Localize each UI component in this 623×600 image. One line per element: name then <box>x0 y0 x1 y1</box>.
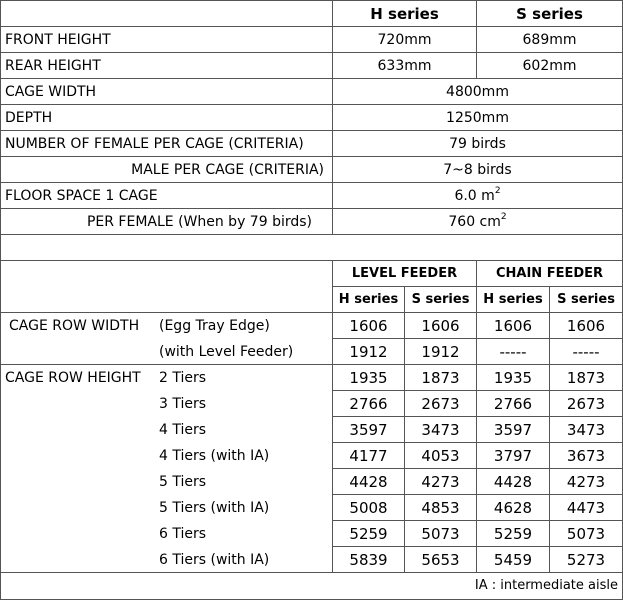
value-chain-h: 2766 <box>476 390 550 417</box>
row-height-sub-8: 6 Tiers <box>159 526 207 542</box>
value-level-h: 1912 <box>332 338 405 365</box>
chain-feeder-header: CHAIN FEEDER <box>476 260 623 287</box>
per-female-label: PER FEMALE (When by 79 birds) <box>0 208 333 235</box>
level-feeder-s-series: S series <box>404 286 477 313</box>
value-chain-h: 4628 <box>476 494 550 521</box>
spacer-row <box>0 234 623 261</box>
female-per-cage-value: 79 birds <box>332 130 623 157</box>
value-chain-h: 1606 <box>476 312 550 339</box>
value-chain-s: 3673 <box>549 442 623 469</box>
row-height-sub-2: 2 Tiers <box>159 370 207 386</box>
header-blank <box>0 0 333 27</box>
rear-height-h: 633mm <box>332 52 477 79</box>
floor-space-label: FLOOR SPACE 1 CAGE <box>0 182 333 209</box>
value-level-h: 5259 <box>332 520 405 547</box>
chain-feeder-s-series: S series <box>549 286 623 313</box>
value-chain-s: ----- <box>549 338 623 365</box>
row-height-sub-3: 3 Tiers <box>159 396 207 412</box>
value-level-s: 4853 <box>404 494 477 521</box>
depth-value: 1250mm <box>332 104 623 131</box>
header-s-series: S series <box>476 0 623 27</box>
value-chain-s: 4473 <box>549 494 623 521</box>
depth-label: DEPTH <box>0 104 333 131</box>
row-height-group-label: CAGE ROW HEIGHT <box>5 370 141 386</box>
value-level-s: 4053 <box>404 442 477 469</box>
row-width-group-label: CAGE ROW WIDTH <box>9 318 140 334</box>
per-female-exponent: 2 <box>500 212 507 223</box>
dimensions-header-blank <box>0 260 333 313</box>
level-feeder-h-series: H series <box>332 286 405 313</box>
value-chain-h: 3597 <box>476 416 550 443</box>
value-level-h: 1606 <box>332 312 405 339</box>
value-level-s: 5073 <box>404 520 477 547</box>
value-level-h: 4428 <box>332 468 405 495</box>
male-per-cage-label: MALE PER CAGE (CRITERIA) <box>0 156 333 183</box>
row-width-group <box>0 312 333 365</box>
value-chain-h: ----- <box>476 338 550 365</box>
male-per-cage-value: 7~8 birds <box>332 156 623 183</box>
value-chain-s: 5073 <box>549 520 623 547</box>
cage-width-value: 4800mm <box>332 78 623 105</box>
value-level-s: 3473 <box>404 416 477 443</box>
value-chain-s: 5273 <box>549 546 623 573</box>
value-level-h: 5839 <box>332 546 405 573</box>
header-h-series: H series <box>332 0 477 27</box>
value-level-h: 5008 <box>332 494 405 521</box>
row-height-group <box>0 364 333 573</box>
chain-feeder-h-series: H series <box>476 286 550 313</box>
value-level-h: 1935 <box>332 364 405 391</box>
footnote: IA : intermediate aisle <box>0 572 623 600</box>
rear-height-label: REAR HEIGHT <box>0 52 333 79</box>
value-level-h: 2766 <box>332 390 405 417</box>
value-chain-h: 3797 <box>476 442 550 469</box>
value-chain-h: 5259 <box>476 520 550 547</box>
value-chain-h: 1935 <box>476 364 550 391</box>
front-height-s: 689mm <box>476 26 623 53</box>
value-chain-s: 1606 <box>549 312 623 339</box>
value-chain-h: 5459 <box>476 546 550 573</box>
rear-height-s: 602mm <box>476 52 623 79</box>
row-height-sub-9: 6 Tiers (with IA) <box>159 552 270 568</box>
cage-width-label: CAGE WIDTH <box>0 78 333 105</box>
value-level-h: 3597 <box>332 416 405 443</box>
row-width-sub-0: (Egg Tray Edge) <box>159 318 270 334</box>
female-per-cage-label: NUMBER OF FEMALE PER CAGE (CRITERIA) <box>0 130 333 157</box>
floor-space-value-cell <box>332 182 623 209</box>
front-height-label: FRONT HEIGHT <box>0 26 333 53</box>
value-chain-h: 4428 <box>476 468 550 495</box>
value-level-h: 4177 <box>332 442 405 469</box>
value-level-s: 5653 <box>404 546 477 573</box>
value-chain-s: 2673 <box>549 390 623 417</box>
floor-space-exponent: 2 <box>494 186 501 197</box>
floor-space-value: 6.0 m <box>454 188 495 204</box>
value-level-s: 1873 <box>404 364 477 391</box>
per-female-value: 760 cm <box>448 214 501 230</box>
row-height-sub-4: 4 Tiers <box>159 422 207 438</box>
row-height-sub-5: 4 Tiers (with IA) <box>159 448 270 464</box>
value-chain-s: 4273 <box>549 468 623 495</box>
front-height-h: 720mm <box>332 26 477 53</box>
value-level-s: 1606 <box>404 312 477 339</box>
row-height-sub-7: 5 Tiers (with IA) <box>159 500 270 516</box>
row-height-sub-6: 5 Tiers <box>159 474 207 490</box>
value-chain-s: 3473 <box>549 416 623 443</box>
value-chain-s: 1873 <box>549 364 623 391</box>
value-level-s: 1912 <box>404 338 477 365</box>
per-female-value-cell <box>332 208 623 235</box>
value-level-s: 2673 <box>404 390 477 417</box>
level-feeder-header: LEVEL FEEDER <box>332 260 477 287</box>
value-level-s: 4273 <box>404 468 477 495</box>
row-width-sub-1: (with Level Feeder) <box>159 344 294 360</box>
